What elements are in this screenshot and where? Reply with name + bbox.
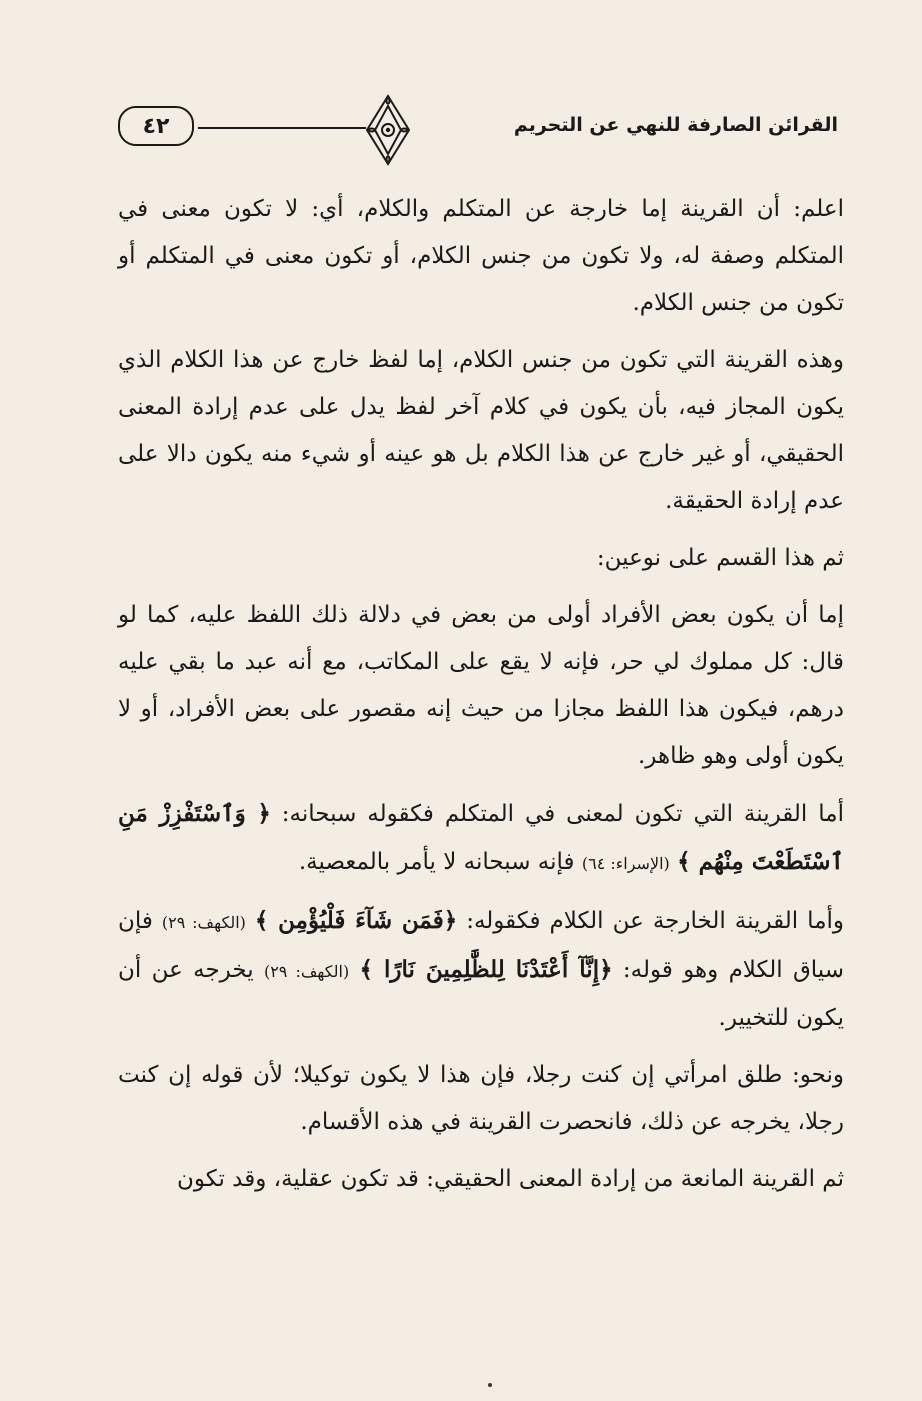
paragraph: ثم القرينة المانعة من إرادة المعنى الحقيقي: قد تكون عقلية، وقد تكون — [177, 1166, 844, 1192]
page-header — [118, 92, 838, 168]
text-body — [118, 186, 844, 1213]
paragraph-text: يخرجه عن أن يكون للتخيير. — [118, 957, 844, 1031]
paragraph — [118, 790, 844, 887]
page-number: ٤٢ — [118, 106, 194, 146]
quran-verse: ﴿ وَٱسْتَفْزِزْ مَنِ ٱسْتَطَعْتَ مِنْهُم ﴾ — [118, 800, 844, 875]
ornament-icon — [363, 92, 413, 168]
verse-reference: (الكهف: ٢٩) — [263, 962, 350, 981]
paragraph-text: وأما القرينة الخارجة عن الكلام فكقوله: — [457, 908, 845, 934]
page-dot — [488, 1383, 492, 1387]
verse-reference: (الكهف: ٢٩) — [161, 913, 246, 932]
paragraph-text: فإنه سبحانه لا يأمر بالمعصية. — [298, 849, 582, 875]
paragraph-text: فإن سياق الكلام وهو قوله: — [118, 908, 845, 983]
paragraph: إما أن يكون بعض الأفراد أولى من بعض في دلالة ذلك اللفظ عليه، كما لو قال: كل مملوك لي حر، فإنه لا يقع على المكاتب، مع أنه عبد ما بقي عليه درهم، فيكون هذا اللفظ مجازا من حيث إنه مقصور على بعض الأفراد، أو لا يكون أولى وهو ظاهر. — [118, 602, 844, 769]
paragraph: اعلم: أن القرينة إما خارجة عن المتكلم والكلام، أي: لا تكون معنى في المتكلم وصفة له، ولا تكون من جنس الكلام، أو تكون معنى في المتكلم أو تكون من جنس الكلام. — [118, 196, 844, 316]
paragraph: ثم هذا القسم على نوعين: — [596, 545, 844, 571]
quran-verse: ﴿فَمَن شَآءَ فَلْيُؤْمِن ﴾ — [254, 907, 458, 934]
paragraph: ونحو: طلق امرأتي إن كنت رجلا، فإن هذا لا يكون توكيلا؛ لأن قوله إن كنت رجلا، يخرجه عن ذلك، فانحصرت القرينة في هذه الأقسام. — [118, 1062, 844, 1135]
paragraph: وهذه القرينة التي تكون من جنس الكلام، إما لفظ خارج عن هذا الكلام الذي يكون المجاز فيه، بأن يكون في كلام آخر لفظ يدل على عدم إرادة المعنى الحقيقي، أو غير خارج عن هذا الكلام بل هو عينه أو شيء منه يكون دالا على عدم إرادة الحقيقة. — [118, 347, 844, 514]
paragraph-text: أما القرينة التي تكون لمعنى في المتكلم فكقوله سبحانه: — [270, 801, 844, 827]
header-rule — [198, 127, 366, 129]
paragraph — [118, 897, 844, 1042]
running-title: القرائن الصارفة للنهي عن التحريم — [513, 114, 838, 136]
quran-verse: ﴿إِنَّآ أَعْتَدْنَا لِلظَّٰلِمِينَ نَارًا ﴾ — [359, 956, 613, 983]
verse-reference: (الإسراء: ٦٤) — [581, 854, 670, 873]
